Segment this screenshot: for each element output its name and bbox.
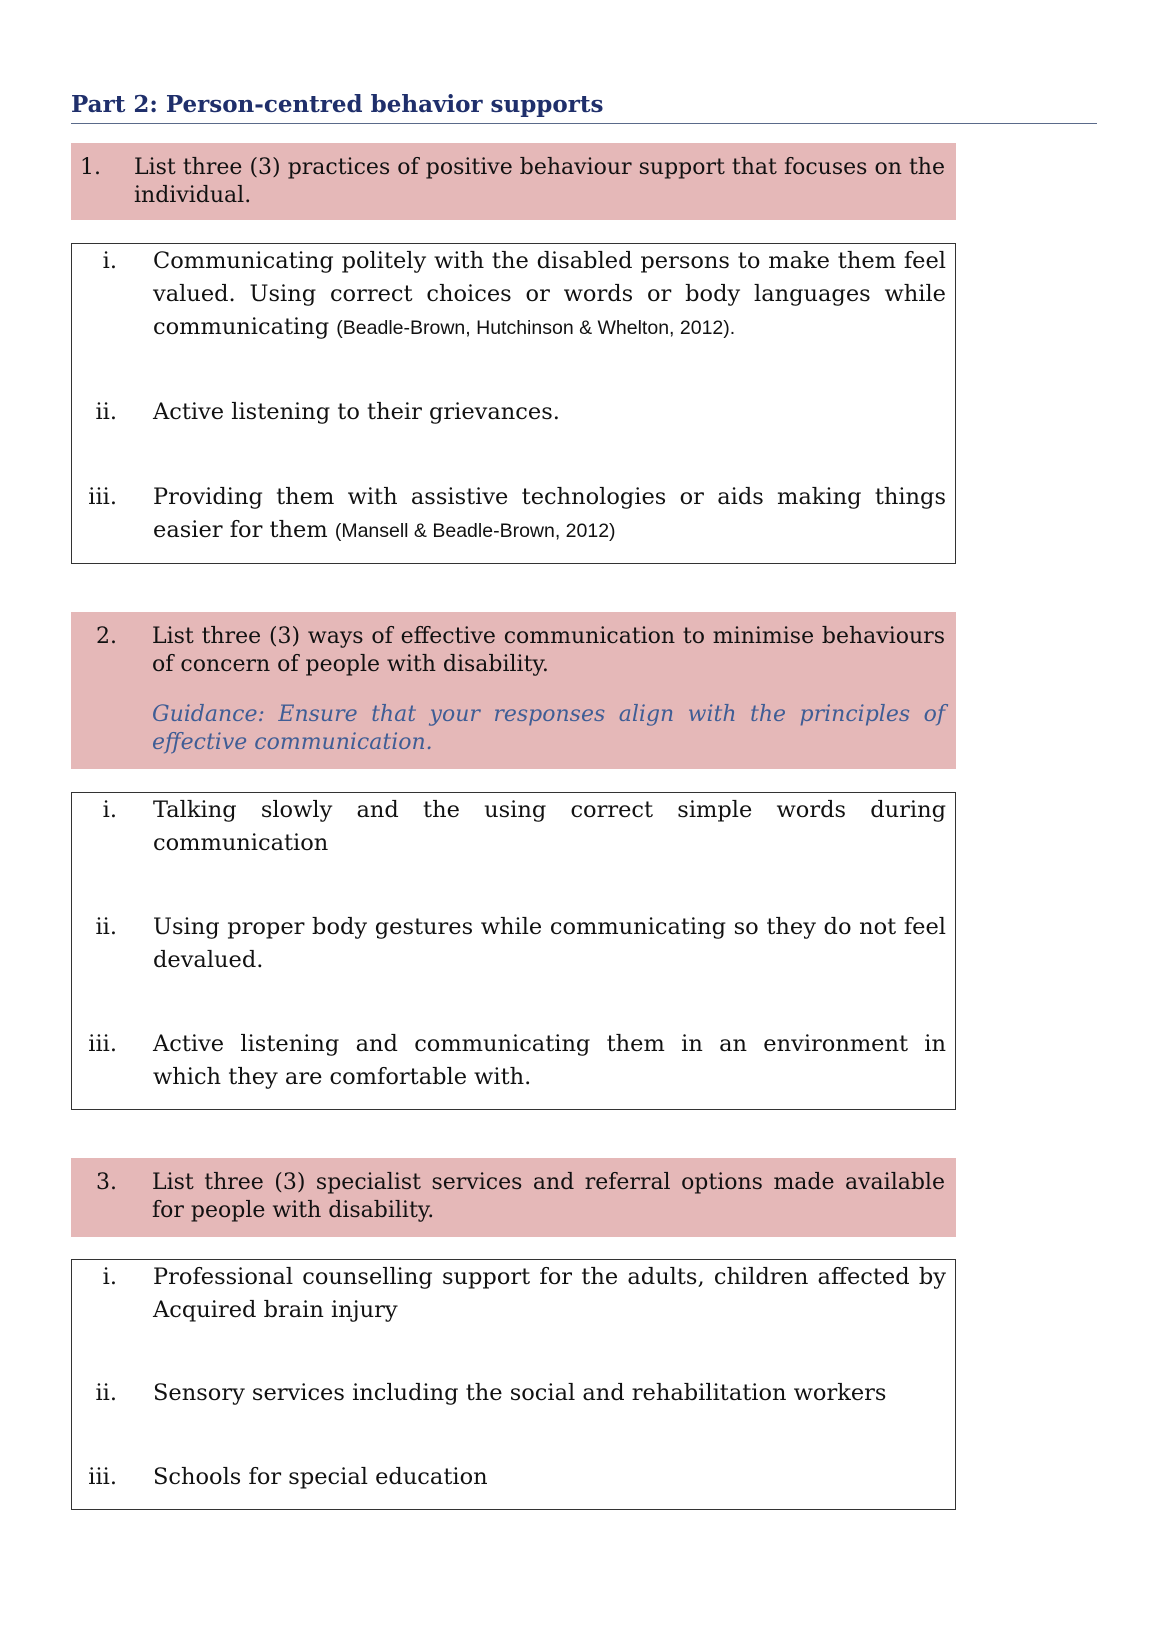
answer-box-2 (71, 792, 956, 1110)
citation: (Mansell & Beadle-Brown, 2012) (334, 520, 616, 542)
question-prompt: List three (3) practices of positive behaviour support that focuses on the individual. (134, 155, 945, 208)
answer-text (153, 245, 946, 345)
answer-box-1 (71, 243, 956, 564)
question-1-box (71, 143, 956, 220)
section-heading: Part 2: Person-centred behavior supports (71, 91, 1097, 124)
answer-numeral: iii. (88, 1031, 117, 1057)
question-number: 2. (96, 624, 117, 649)
question-number: 3. (96, 1170, 117, 1195)
answer-text: Using proper body gestures while communicating so they do not feel devalued. (153, 914, 946, 973)
question-prompt: List three (3) specialist services and referral options made available for people with disability. (152, 1170, 945, 1223)
answer-numeral: i. (102, 1264, 117, 1290)
answer-numeral: ii. (95, 1380, 117, 1406)
answer-numeral: iii. (88, 484, 117, 510)
answer-body: Communicating politely with the disabled persons to make them feel valued. Using correct choices or words or body languages while communicating (153, 248, 946, 340)
answer-box-3 (71, 1259, 956, 1510)
answer-numeral: iii. (88, 1464, 117, 1490)
answer-numeral: ii. (95, 399, 117, 425)
answer-text: Professional counselling support for the adults, children affected by Acquired brain injury (153, 1264, 946, 1323)
answer-text: Active listening and communicating them in an environment in which they are comfortable with. (153, 1031, 946, 1090)
question-2-box (71, 612, 956, 769)
question-prompt: List three (3) ways of effective communication to minimise behaviours of concern of people with disability. (152, 624, 945, 677)
answer-numeral: ii. (95, 914, 117, 940)
answer-text: Talking slowly and the using correct simple words during communication (153, 797, 946, 856)
answer-text: Sensory services including the social and rehabilitation workers (153, 1380, 887, 1406)
answer-text: Active listening to their grievances. (153, 399, 560, 425)
answer-text (153, 481, 946, 548)
question-number: 1. (80, 155, 101, 180)
answer-numeral: i. (102, 248, 117, 274)
answer-body: Providing them with assistive technologies or aids making things easier for them (153, 484, 946, 543)
answer-numeral: i. (102, 797, 117, 823)
question-3-box (71, 1158, 956, 1237)
citation: (Beadle-Brown, Hutchinson & Whelton, 2012). (336, 317, 736, 339)
guidance-note: Guidance: Ensure that your responses align with the principles of effective communication. (152, 702, 945, 755)
answer-text: Schools for special education (153, 1464, 488, 1490)
